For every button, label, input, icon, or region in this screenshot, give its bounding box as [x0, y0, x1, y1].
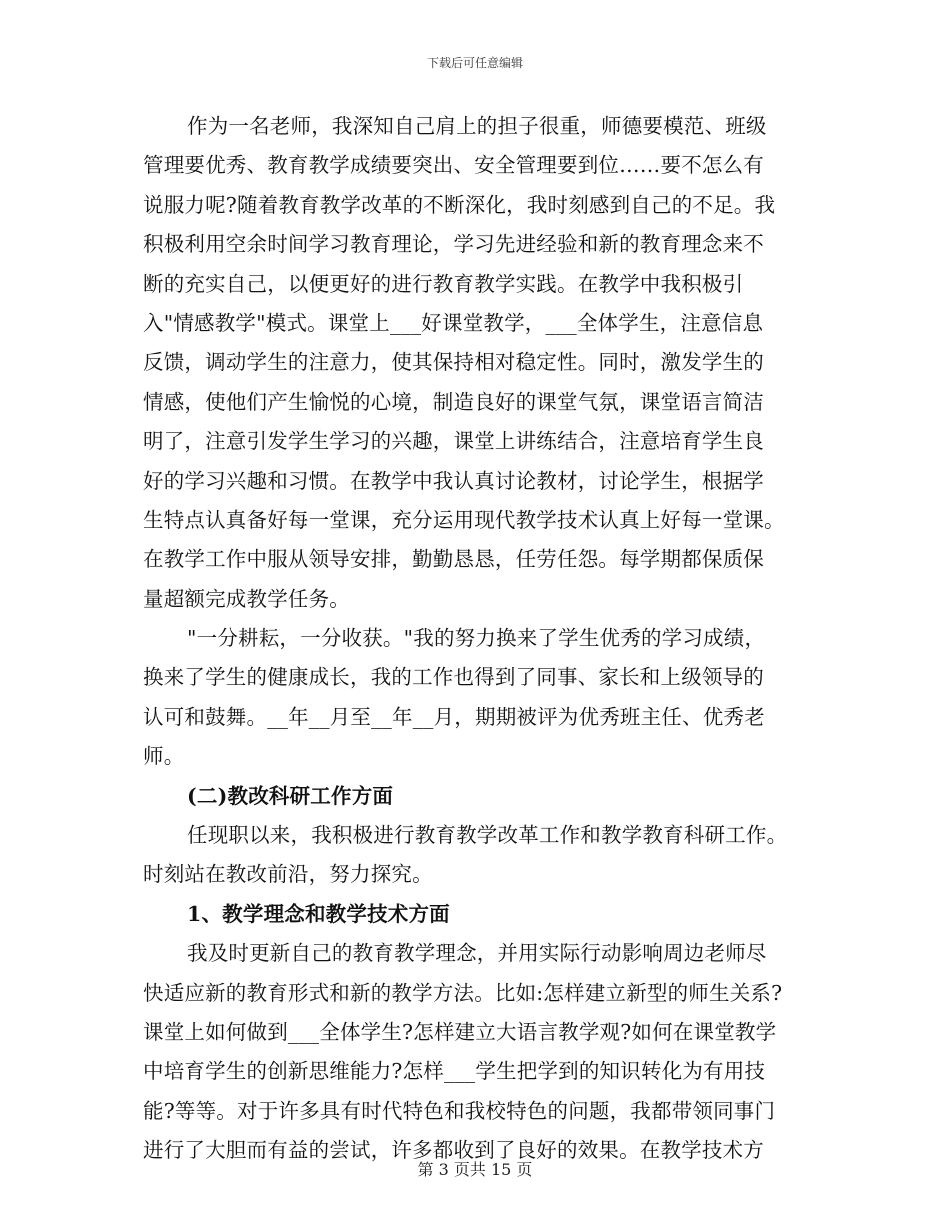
paragraph-line: 反馈，调动学生的注意力，使其保持相对稳定性。同时，激发学生的 [143, 350, 764, 375]
page-number: 第 3 页共 15 页 [417, 1160, 533, 1179]
paragraph-line: 说服力呢?随着教育教学改革的不断深化，我时刻感到自己的不足。我 [143, 192, 776, 217]
paragraph-line: 入"情感教学"模式。课堂上___好课堂教学，___全体学生，注意信息 [143, 310, 764, 335]
paragraph-line: "一分耕耘，一分收获。"我的努力换来了学生优秀的学习成绩， [187, 626, 766, 651]
page-header-note: 下载后可任意编辑 [426, 56, 523, 70]
paragraph-line: 能?等等。对于许多具有时代特色和我校特色的问题，我都带领同事门 [143, 1098, 776, 1123]
section-heading: (二)教改科研工作方面 [187, 783, 394, 808]
paragraph-line: 好的学习兴趣和习惯。在教学中我认真讨论教材，讨论学生，根据学 [143, 468, 764, 493]
paragraph-line: 中培育学生的创新思维能力?怎样___学生把学到的知识转化为有用技 [143, 1059, 766, 1084]
paragraph-line: 明了，注意引发学生学习的兴趣，课堂上讲练结合，注意培育学生良 [143, 429, 764, 454]
paragraph-line: 任现职以来，我积极进行教育教学改革工作和教学教育科研工作。 [187, 823, 788, 848]
paragraph-line: 断的充实自己，以便更好的进行教育教学实践。在教学中我积极引 [143, 271, 744, 296]
paragraph-line: 量超额完成教学任务。 [143, 586, 350, 611]
paragraph-line: 换来了学生的健康成长，我的工作也得到了同事、家长和上级领导的 [143, 665, 764, 690]
paragraph-line: 我及时更新自己的教育教学理念，并用实际行动影响周边老师尽 [187, 941, 767, 966]
paragraph-line: 情感，使他们产生愉悦的心境，制造良好的课堂气氛，课堂语言简洁 [143, 389, 764, 414]
paragraph-line: 课堂上如何做到___全体学生?怎样建立大语言教学观?如何在课堂教学 [143, 1019, 777, 1044]
paragraph-line: 进行了大胆而有益的尝试，许多都收到了良好的效果。在教学技术方 [143, 1138, 764, 1163]
paragraph-line: 认可和鼓舞。__年__月至__年__月，期期被评为优秀班主任、优秀老 [143, 704, 765, 729]
paragraph-line: 师。 [143, 744, 185, 769]
document-body [143, 107, 808, 1171]
paragraph-line: 管理要优秀、教育教学成绩要突出、安全管理要到位……要不怎么有 [143, 153, 764, 178]
paragraph-line: 在教学工作中服从领导安排，勤勤恳恳，任劳任怨。每学期都保质保 [143, 547, 764, 572]
paragraph-line: 积极利用空余时间学习教育理论，学习先进经验和新的教育理念来不 [143, 232, 764, 257]
paragraph-line: 快适应新的教育形式和新的教学方法。比如:怎样建立新型的师生关系? [143, 980, 783, 1005]
paragraph-line: 时刻站在教改前沿，努力探究。 [143, 862, 433, 887]
paragraph-line: 生特点认真备好每一堂课，充分运用现代教学技术认真上好每一堂课。 [143, 507, 785, 532]
section-heading: 1、教学理念和教学技术方面 [187, 901, 450, 926]
paragraph-line: 作为一名老师，我深知自己肩上的担子很重，师德要模范、班级 [187, 114, 767, 138]
